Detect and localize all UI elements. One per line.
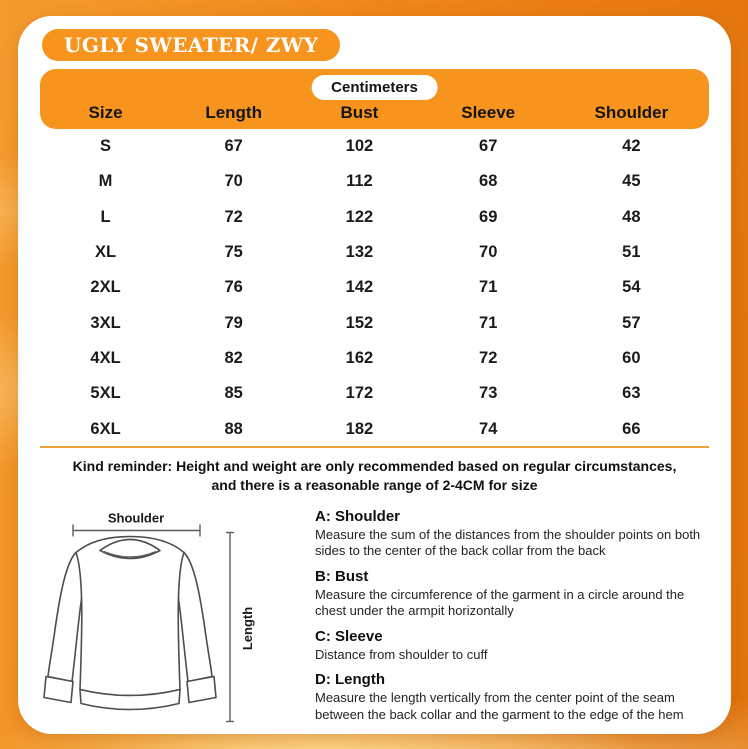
guide-item-heading: C: Sleeve bbox=[315, 628, 383, 645]
guide-item bbox=[315, 508, 713, 560]
value-cell: 45 bbox=[622, 172, 641, 191]
value-cell: 82 bbox=[224, 349, 243, 368]
table-row bbox=[40, 341, 709, 376]
table-row bbox=[40, 129, 709, 164]
table-row bbox=[40, 235, 709, 270]
size-cell: M bbox=[98, 172, 113, 191]
value-cell: 102 bbox=[345, 137, 374, 156]
sweater-right-cuff bbox=[187, 677, 216, 703]
size-cell: XL bbox=[95, 243, 117, 262]
value-cell: 162 bbox=[345, 349, 374, 368]
table-row bbox=[40, 306, 709, 341]
measurement-guide bbox=[315, 508, 713, 731]
guide-item-body: Measure the circumference of the garment in a circle around the chest under the armpit horizontally bbox=[315, 586, 685, 619]
column-header-length: Length bbox=[205, 103, 262, 122]
value-cell: 152 bbox=[345, 313, 374, 332]
value-cell: 70 bbox=[224, 172, 243, 191]
value-cell: 182 bbox=[345, 419, 374, 438]
kind-reminder-line1: Kind reminder: Height and weight are only recommended based on regular circumstances, bbox=[72, 458, 677, 474]
guide-item-heading: B: Bust bbox=[315, 568, 369, 585]
value-cell: 73 bbox=[479, 384, 498, 403]
product-title: UGLY SWEATER/ ZWY bbox=[64, 33, 319, 57]
value-cell: 69 bbox=[479, 207, 498, 226]
value-cell: 72 bbox=[224, 207, 243, 226]
value-cell: 70 bbox=[479, 243, 498, 262]
value-cell: 71 bbox=[479, 313, 498, 332]
column-header-bust: Bust bbox=[340, 103, 379, 122]
value-cell: 172 bbox=[345, 384, 374, 403]
column-header-row bbox=[40, 103, 709, 123]
unit-label: Centimeters bbox=[331, 79, 418, 96]
value-cell: 142 bbox=[345, 278, 374, 297]
value-cell: 42 bbox=[622, 137, 641, 156]
size-cell: 6XL bbox=[90, 419, 121, 438]
value-cell: 51 bbox=[622, 243, 641, 262]
length-dimension-label: Length bbox=[240, 606, 255, 651]
guide-item-body: Distance from shoulder to cuff bbox=[315, 646, 488, 662]
guide-item-heading: A: Shoulder bbox=[315, 508, 400, 525]
shoulder-dimension-label: Shoulder bbox=[107, 510, 165, 526]
value-cell: 122 bbox=[345, 207, 374, 226]
table-row bbox=[40, 164, 709, 199]
table-row bbox=[40, 270, 709, 305]
size-cell: 5XL bbox=[90, 384, 121, 403]
size-chart-card bbox=[18, 16, 731, 734]
value-cell: 71 bbox=[479, 278, 498, 297]
guide-item bbox=[315, 568, 713, 620]
table-row bbox=[40, 200, 709, 235]
value-cell: 75 bbox=[224, 243, 243, 262]
product-title-badge bbox=[42, 29, 340, 61]
value-cell: 68 bbox=[479, 172, 498, 191]
sweater-left-cuff bbox=[44, 677, 73, 703]
value-cell: 48 bbox=[622, 207, 641, 226]
guide-item bbox=[315, 671, 713, 723]
value-cell: 85 bbox=[224, 384, 243, 403]
column-header-size: Size bbox=[88, 103, 123, 122]
table-separator bbox=[40, 446, 709, 448]
size-table-body bbox=[40, 129, 709, 447]
size-cell: 2XL bbox=[90, 278, 121, 297]
table-row bbox=[40, 412, 709, 447]
sweater-body bbox=[76, 537, 184, 696]
table-row bbox=[40, 376, 709, 411]
value-cell: 132 bbox=[345, 243, 374, 262]
value-cell: 74 bbox=[479, 419, 498, 438]
value-cell: 112 bbox=[346, 172, 373, 191]
value-cell: 63 bbox=[622, 384, 641, 403]
sweater-line-drawing bbox=[40, 503, 310, 731]
value-cell: 66 bbox=[622, 419, 641, 438]
sweater-diagram bbox=[40, 503, 310, 731]
unit-badge bbox=[311, 75, 438, 100]
guide-item bbox=[315, 628, 713, 663]
kind-reminder bbox=[18, 457, 731, 495]
value-cell: 79 bbox=[224, 313, 243, 332]
size-cell: 4XL bbox=[90, 349, 121, 368]
column-header-sleeve: Sleeve bbox=[461, 103, 516, 122]
table-header bbox=[40, 69, 709, 129]
value-cell: 76 bbox=[224, 278, 243, 297]
kind-reminder-line2: and there is a reasonable range of 2-4CM for size bbox=[211, 476, 538, 493]
column-header-shoulder: Shoulder bbox=[594, 103, 669, 122]
value-cell: 67 bbox=[479, 137, 498, 156]
value-cell: 57 bbox=[622, 313, 641, 332]
size-cell: S bbox=[100, 137, 112, 156]
guide-item-body: Measure the sum of the distances from the shoulder points on both sides to the center of the back collar from the back bbox=[315, 526, 701, 559]
guide-item-heading: D: Length bbox=[315, 671, 385, 689]
size-cell: L bbox=[100, 207, 111, 226]
size-cell: 3XL bbox=[90, 313, 121, 332]
guide-item-body: Measure the length vertically from the center point of the seam between the back collar and the garment to the edge of the hem bbox=[315, 690, 684, 722]
value-cell: 72 bbox=[479, 349, 498, 368]
value-cell: 60 bbox=[622, 349, 641, 368]
value-cell: 54 bbox=[622, 278, 641, 297]
value-cell: 67 bbox=[224, 137, 243, 156]
value-cell: 88 bbox=[224, 419, 243, 438]
